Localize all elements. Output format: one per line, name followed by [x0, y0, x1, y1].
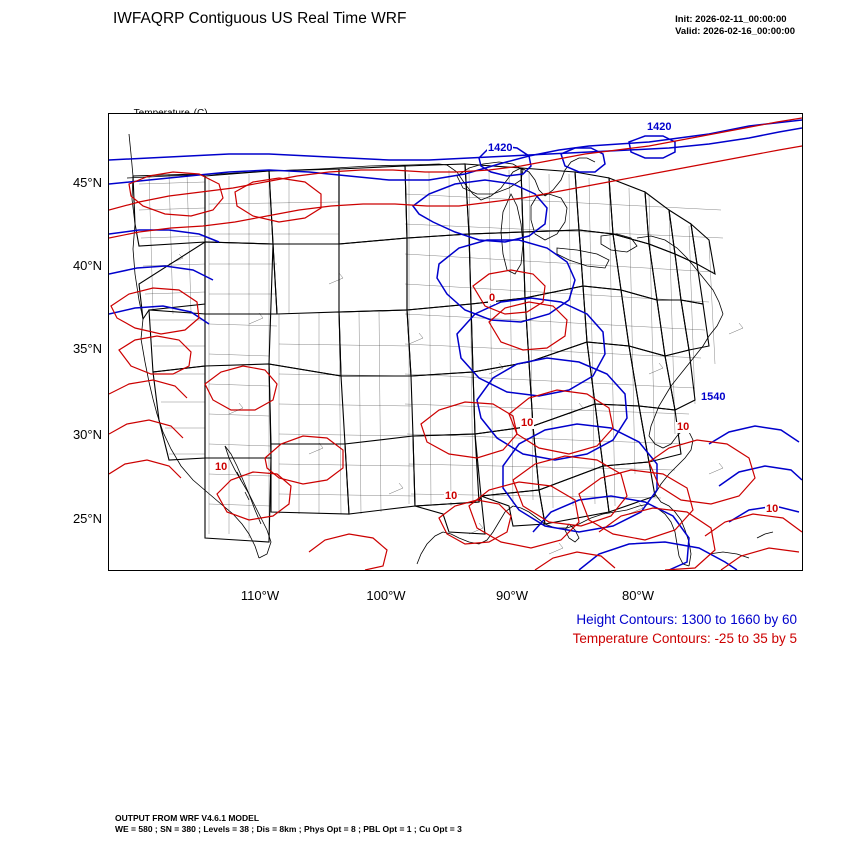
page-title: IWFAQRP Contiguous US Real Time WRF	[113, 10, 407, 27]
model-config-line: WE = 580 ; SN = 380 ; Levels = 38 ; Dis = 8km ; Phys Opt = 8 ; PBL Opt = 1 ; Cu Opt = 3	[115, 824, 462, 834]
lat-label-25n: 25°N	[72, 511, 102, 526]
temperature-contour-legend: Temperature Contours: -25 to 35 by 5	[572, 631, 797, 646]
model-footer	[115, 813, 462, 835]
lon-label-100w: 100°W	[366, 588, 406, 603]
contour-label-temperature: 10	[521, 417, 534, 429]
contour-label-temperature: 10	[677, 421, 690, 433]
contour-label-temperature: 0	[489, 292, 496, 304]
contour-legend	[573, 610, 797, 648]
valid-time: Valid: 2026-02-16_00:00:00	[675, 26, 795, 37]
state-boundary-layer	[133, 164, 715, 542]
contour-label-height: 1420	[488, 142, 513, 154]
contour-label-temperature: 10	[766, 503, 779, 515]
contour-label-height: 1420	[647, 121, 672, 133]
init-valid-block	[675, 14, 795, 38]
contour-label-temperature: 10	[215, 461, 228, 473]
lon-label-80w: 80°W	[622, 588, 654, 603]
contour-label-temperature: 10	[445, 490, 458, 502]
lon-label-90w: 90°W	[496, 588, 528, 603]
lat-label-30n: 30°N	[72, 427, 102, 442]
lat-label-35n: 35°N	[72, 341, 102, 356]
map-plot-area[interactable]	[108, 113, 803, 571]
model-output-line: OUTPUT FROM WRF V4.6.1 MODEL	[115, 813, 260, 823]
init-time: Init: 2026-02-11_00:00:00	[675, 14, 787, 25]
height-contour-legend: Height Contours: 1300 to 1660 by 60	[576, 612, 797, 627]
lat-label-40n: 40°N	[72, 258, 102, 273]
contour-label-height: 1540	[701, 391, 726, 403]
lon-label-110w: 110°W	[240, 588, 280, 603]
temperature-contour-layer	[109, 118, 802, 570]
lat-label-45n: 45°N	[72, 175, 102, 190]
